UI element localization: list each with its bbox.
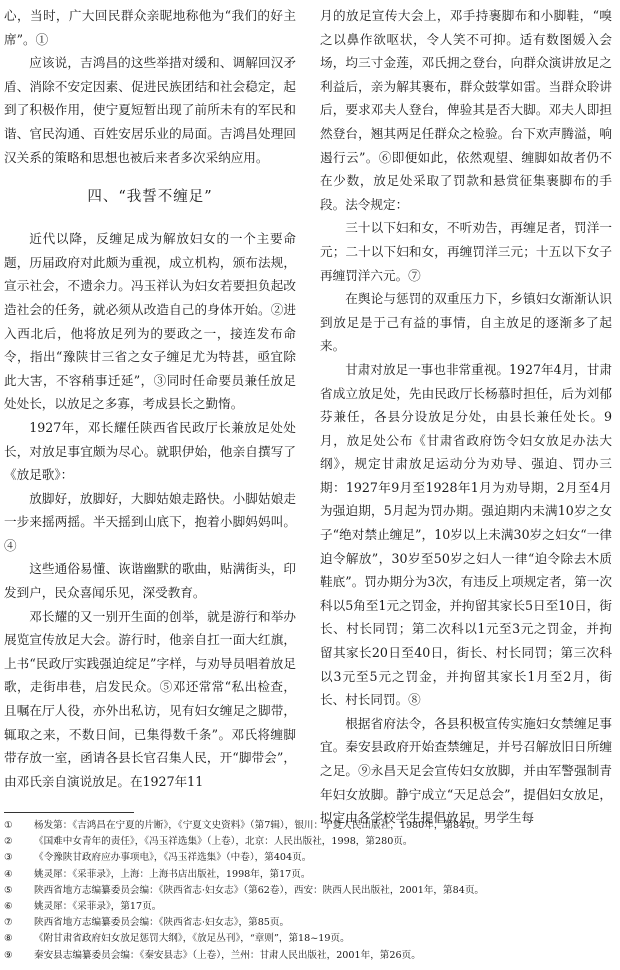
paragraph-counties: 根据省府法令，各县积极宣传实施妇女禁缠足事宜。秦安县政府开始查禁缠足，并号召解放旧日所缠之足。⑨永昌天足会宣传妇女放脚，并由军警强制青年妇女放脚。静宁成立“天足总会”，提倡妇女放足，拟定由各学校学生提倡放足，男学生每 [320, 715, 612, 826]
paragraph-conclusion: 应该说，吉鸿昌的这些举措对缓和、调解回汉矛盾、消除不安定因素、促进民族团结和社会稳定，起到了积极作用，使宁夏短暂出现了前所未有的军民和谐、官民沟通、百姓安居乐业的局面。吉鸿昌处理回汉关系的策略和思想也被后来者多次采纳应用。 [4, 55, 296, 165]
footnote-text: 陕西省地方志编纂委员会编：《陕西省志·妇女志》（第62卷），西安：陕西人民出版社，2001年，第84页。 [34, 884, 485, 896]
footnotes [4, 818, 614, 964]
footnote-number: ⑧ [4, 933, 13, 945]
footnote [4, 867, 614, 883]
paragraph-parade: 邓长耀的又一别开生面的创举，就是游行和举办展览宣传放足大会。游行时，他亲自扛一面大红旗，上书“民政厅实践强迫绽足”字样，与劝导员唱着放足歌，走街串巷，启发民众。⑤邓还常常“私出检查，且嘱在厅人役，亦外出私访，见有妇女缠足之脚带，辄取之来，不数日间，已集得数千条”。邓氏将缠脚带存放一室，函请各县长官召集人民，开“脚带会”，由邓氏亲自演说放足。在1927年11 [4, 608, 296, 789]
footnote-divider [4, 812, 134, 813]
footnote-number: ④ [4, 868, 13, 880]
section-heading: 四、“我誓不缠足” [87, 189, 213, 206]
paragraph-pressure: 在舆论与惩罚的双重压力下，乡镇妇女渐渐认识到放足是于己有益的事情，自主放足的逐渐多了起来。 [320, 291, 612, 354]
left-column [4, 4, 296, 793]
footnote-number: ⑨ [4, 949, 13, 961]
footnote [4, 948, 614, 964]
footnote [4, 899, 614, 915]
footnote-text: 《国难中女青年的责任》，《冯玉祥选集》（上卷），北京：人民出版社，1998，第280页。 [34, 836, 413, 848]
footnote [4, 834, 614, 850]
footnote [4, 915, 614, 931]
footnote [4, 850, 614, 866]
song-quote: 放脚好，放脚好，大脚姑娘走路快。小脚姑娘走一步来摇两摇。半天摇到山底下，抱着小脚妈妈叫。④ [4, 490, 296, 553]
footnote-number: ⑦ [4, 917, 13, 929]
footnote [4, 883, 614, 899]
footnote-text: 姚灵犀：《采菲录》，第17页。 [34, 901, 162, 913]
footnote-text: 秦安县志编纂委员会编：《秦安县志》（上卷），兰州：甘肃人民出版社，2001年，第26页。 [34, 949, 421, 961]
footnote-text: 《令豫陕甘政府应办事项电》，《冯玉祥选集》（中卷），第404页。 [34, 852, 312, 864]
footnote-number: ① [4, 820, 13, 831]
paragraph-deng-changyao: 1927年，邓长耀任陕西省民政厅长兼放足处处长，对放足事宜颇为尽心。就职伊始，他亲自撰写了《放足歌》： [4, 419, 296, 483]
footnote-text: 陕西省地方志编纂委员会编：《陕西省志·妇女志》，第85页。 [34, 917, 290, 929]
footnote [4, 931, 614, 947]
paragraph-intro: 近代以降，反缠足成为解放妇女的一个主要命题，历届政府对此颇为重视，成立机构，颁布法规，宣示社会，不遗余力。冯玉祥认为妇女若要担负起改造社会的任务，就必须从改造自己的身体开始。②进入西北后，他将放足列为的要政之一，接连发布命令，指出“豫陕甘三省之女子缠足尤为特甚，亟宜除此大害，不容稍事迁延”，③同时任命要员兼任放足处处长，以放足之多寡，考成县长之勤惰。 [4, 231, 296, 412]
footnote [4, 818, 614, 834]
paragraph-songs: 这些通俗易懂、诙谐幽默的歌曲，贴满街头，印发到户，民众喜闻乐见，深受教育。 [4, 561, 296, 601]
footnote-number: ⑤ [4, 884, 13, 896]
footnote-text: 杨发第：《吉鸿昌在宁夏的片断》，《宁夏文史资料》（第7辑），银川：宁夏人民出版社，1980年，第84页。 [34, 820, 485, 831]
paragraph-gansu: 甘肃对放足一事也非常重视。1927年4月，甘肃省成立放足处，先由民政厅长杨慕时担任，后为刘郁芬兼任，各县分设放足分处，由县长兼任处长。9月，放足处公布《甘肃省政府饬令妇女放足办法大纲》，规定甘肃放足运动分为劝导、强迫、罚办三期：1927年9月至1928年1月为劝导期，2月至4月为强迫期，5月起为罚办期。强迫期内未满10岁之女子“绝对禁止缠足”，10岁以上未满30岁之妇女“一律迫令解放”，30岁至50岁之妇人一律“迫令除去木质鞋底”。罚办期分为3次，有违反上项规定者，第一次科以5角至1元之罚金，并拘留其家长5日至10日，街长、村长同罚；第二次科以1元至3元之罚金，并拘留其家长20日至40日，街长、村长同罚；第三次科以3元至5元之罚金，并拘留其家长1月至2月，街长、村长同罚。⑧ [320, 361, 612, 708]
law-quote: 三十以下妇和女，不听劝告，再缠足者，罚洋一元；二十以下妇和女，再缠罚洋三元；十五以下女子再缠罚洋六元。⑦ [320, 220, 612, 283]
footnote-number: ③ [4, 852, 13, 864]
footnote-text: 姚灵犀：《采菲录》，上海：上海书店出版社，1998年，第17页。 [34, 868, 311, 880]
footnote-number: ② [4, 836, 13, 848]
footnote-number: ⑥ [4, 901, 13, 913]
paragraph-continued: 心，当时，广大回民群众亲昵地称他为“我们的好主席”。① [4, 8, 296, 47]
footnote-text: 《附甘肃省政府妇女放足惩罚大纲》，《放足丛刊》，“章则”，第18~19页。 [34, 933, 350, 945]
right-column [320, 4, 612, 830]
paragraph-rally: 月的放足宣传大会上，邓手持裹脚布和小脚鞋，“嗅之以鼻作欲呕状，令人笑不可抑。适有数图媛入会场，均三寸金莲，邓氏拥之登台，向群众演讲放足之利益后，亲为解其裹布，群众鼓掌如雷。当群众聆讲后，要求邓夫人登台，俾验其是否大脚。邓夫人即担然登台，翘其两足任群众之检验。台下欢声腾溢，响遏行云”。⑥即便如此，依然观望、缠脚如故者仍不在少数，放足处采取了罚款和悬赏征集裹脚布的手段。法令规定： [320, 8, 612, 212]
